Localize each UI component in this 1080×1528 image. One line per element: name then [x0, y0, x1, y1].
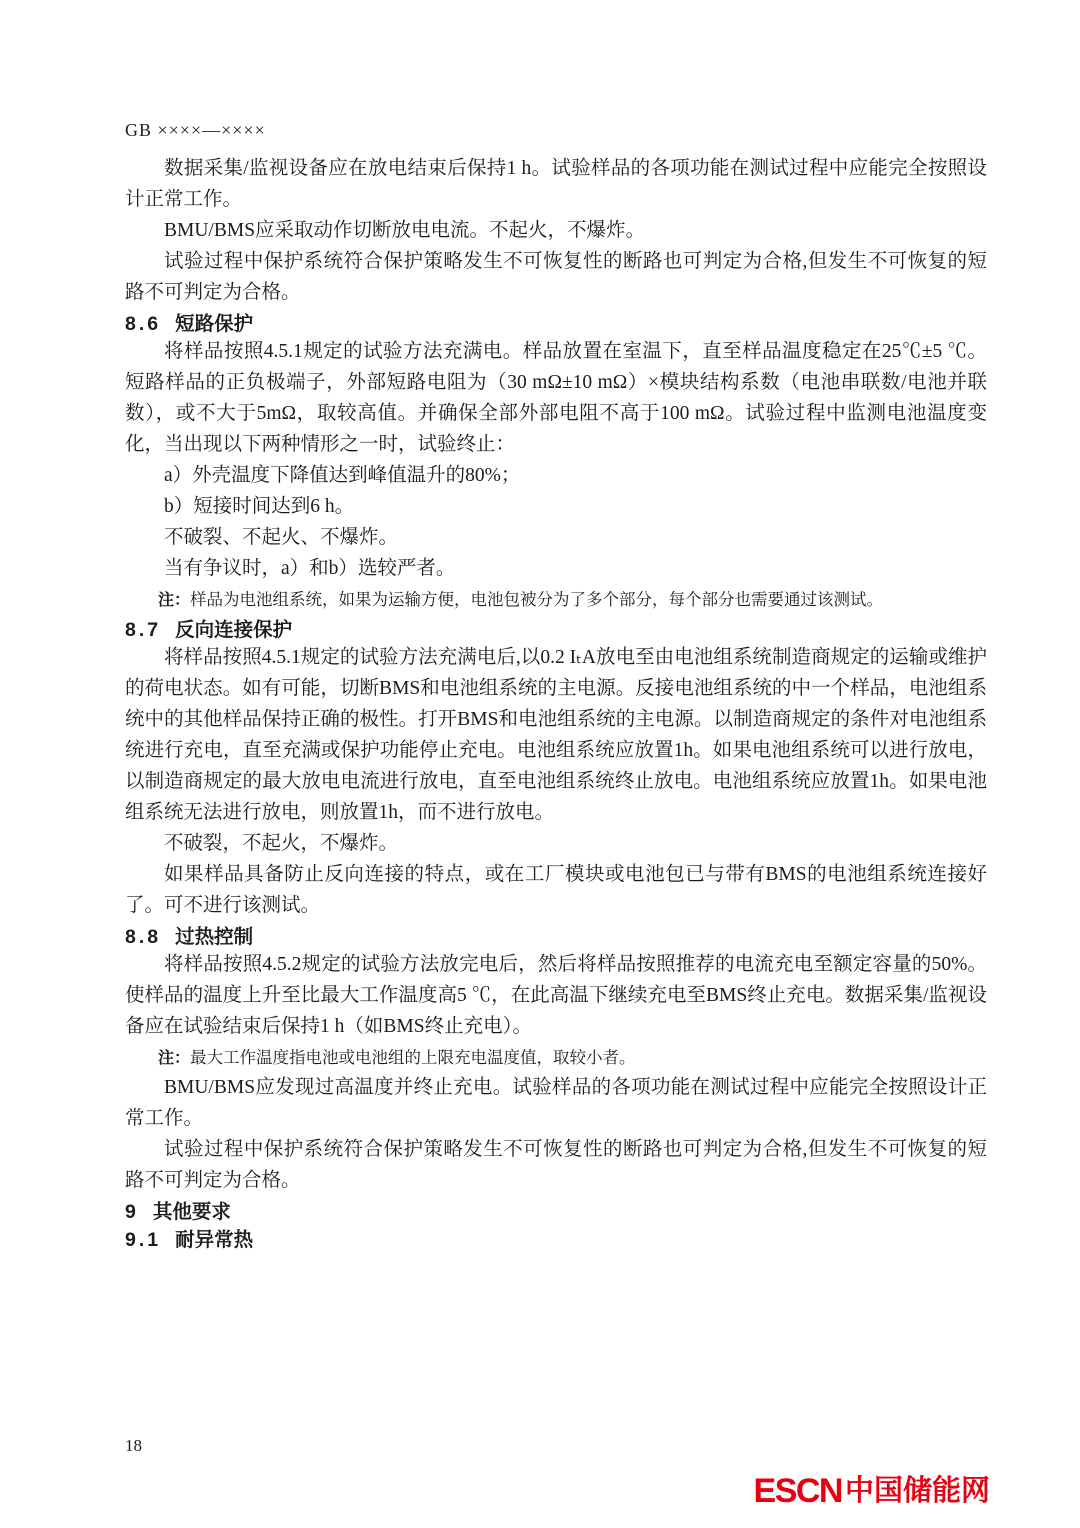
- escn-logo: [754, 1474, 990, 1508]
- intro-paragraph-1: 数据采集/监视设备应在放电结束后保持1 h。试验样品的各项功能在测试过程中应能完全按照设计正常工作。: [125, 158, 987, 210]
- section-8-8-note: [125, 1044, 987, 1072]
- section-number: 8.6: [125, 313, 162, 335]
- section-8-7-paragraph-2: 不破裂，不起火，不爆炸。: [164, 833, 399, 854]
- document-content: [125, 120, 987, 1252]
- section-title: 过热控制: [175, 926, 254, 948]
- section-8-7-paragraph-3: 如果样品具备防止反向连接的特点，或在工厂模块或电池包已与带有BMS的电池组系统连接好了。可不进行该测试。: [125, 864, 987, 916]
- section-number: 9.1: [125, 1229, 162, 1251]
- section-heading-8-7: [125, 614, 987, 642]
- section-number: 8.8: [125, 926, 162, 948]
- section-8-6-paragraph-1: 将样品按照4.5.1规定的试验方法充满电。样品放置在室温下，直至样品温度稳定在25℃±5 ℃。短路样品的正负极端子，外部短路电阻为（30 mΩ±10 mΩ）×模块结构系数（电池串联数/电池并联数），或不大于5mΩ，取较高值。并确保全部外部电阻不高于100 mΩ。试验过程中监测电池温度变化，当出现以下两种情形之一时，试验终止：: [125, 341, 987, 455]
- section-heading-8-6: [125, 308, 987, 336]
- section-title: 反向连接保护: [175, 619, 293, 641]
- section-heading-9-1: [125, 1224, 987, 1252]
- page-number: 18: [125, 1436, 142, 1455]
- section-number: 9: [125, 1201, 139, 1223]
- section-heading-9: [125, 1196, 987, 1224]
- section-8-6-paragraph-2: 不破裂、不起火、不爆炸。: [164, 527, 399, 548]
- note-text: 样品为电池组系统，如果为运输方便，电池包被分为了多个部分，每个部分也需要通过该测试。: [190, 590, 884, 609]
- escn-logo-text-cn: 中国储能网: [844, 1474, 990, 1507]
- section-8-7-paragraph-1: 将样品按照4.5.1规定的试验方法充满电后,以0.2 IₜA放电至由电池组系统制造商规定的运输或维护的荷电状态。如有可能，切断BMS和电池组系统的主电源。反接电池组系统的中一个样品，电池组系统中的其他样品保持正确的极性。打开BMS和电池组系统的主电源。以制造商规定的条件对电池组系统进行充电，直至充满或保护功能停止充电。电池组系统应放置1h。如果电池组系统可以进行放电，以制造商规定的最大放电电流进行放电，直至电池组系统终止放电。电池组系统应放置1h。如果电池组系统无法进行放电，则放置1h，而不进行放电。: [125, 647, 987, 823]
- section-title: 短路保护: [175, 313, 254, 335]
- note-label: 注：: [158, 1050, 191, 1067]
- escn-logo-text-en: ESCN: [753, 1472, 842, 1510]
- intro-paragraph-2: BMU/BMS应采取动作切断放电电流。不起火，不爆炸。: [164, 220, 646, 241]
- doc-code-header: GB ××××—××××: [125, 120, 266, 140]
- note-label: 注：: [158, 592, 191, 609]
- section-heading-8-8: [125, 921, 987, 949]
- section-8-6-item-a: a）外壳温度下降值达到峰值温升的80%；: [164, 465, 521, 486]
- section-8-8-paragraph-2: BMU/BMS应发现过高温度并终止充电。试验样品的各项功能在测试过程中应能完全按照设计正常工作。: [125, 1077, 987, 1129]
- section-8-6-note: [125, 586, 987, 614]
- section-number: 8.7: [125, 619, 162, 641]
- section-8-8-paragraph-3: 试验过程中保护系统符合保护策略发生不可恢复性的断路也可判定为合格,但发生不可恢复的短路不可判定为合格。: [125, 1139, 987, 1191]
- section-title: 耐异常热: [175, 1229, 254, 1251]
- note-text: 最大工作温度指电池或电池组的上限充电温度值，取较小者。: [190, 1048, 636, 1067]
- section-8-8-paragraph-1: 将样品按照4.5.2规定的试验方法放完电后，然后将样品按照推荐的电流充电至额定容量的50%。使样品的温度上升至比最大工作温度高5 ℃，在此高温下继续充电至BMS终止充电。数据采集/监视设备应在试验结束后保持1 h（如BMS终止充电）。: [125, 954, 987, 1037]
- section-8-6-item-b: b）短接时间达到6 h。: [164, 496, 355, 517]
- section-title: 其他要求: [152, 1201, 231, 1223]
- section-8-6-paragraph-3: 当有争议时，a）和b）选较严者。: [164, 558, 456, 579]
- intro-paragraph-3: 试验过程中保护系统符合保护策略发生不可恢复性的断路也可判定为合格,但发生不可恢复的短路不可判定为合格。: [125, 251, 987, 303]
